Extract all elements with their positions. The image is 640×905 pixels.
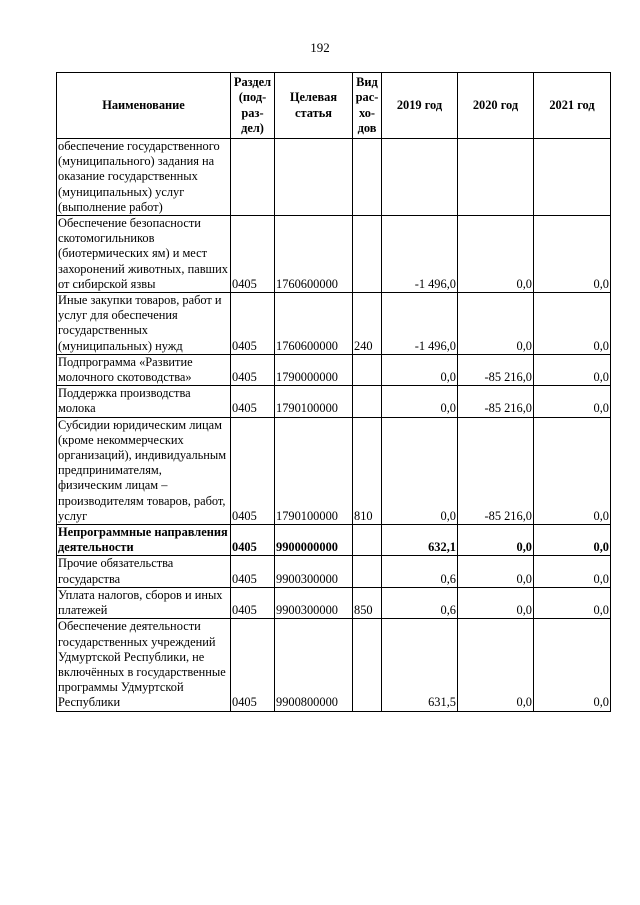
cell-target: 9900300000 <box>275 556 353 587</box>
cell-target: 1760600000 <box>275 216 353 293</box>
cell-expense-type <box>353 139 382 216</box>
cell-2021: 0,0 <box>534 619 611 711</box>
header-section: Раздел (под- раз- дел) <box>231 73 275 139</box>
cell-section: 0405 <box>231 619 275 711</box>
cell-2021: 0,0 <box>534 417 611 524</box>
table-row <box>57 525 611 556</box>
cell-name: Иные закупки товаров, работ и услуг для обеспечения государственных (муниципальных) нужд <box>57 293 231 355</box>
cell-expense-type <box>353 619 382 711</box>
cell-expense-type: 850 <box>353 587 382 618</box>
cell-expense-type <box>353 525 382 556</box>
cell-2019: 0,6 <box>382 556 458 587</box>
cell-2020: 0,0 <box>458 556 534 587</box>
cell-name: Поддержка производства молока <box>57 386 231 417</box>
cell-name: Обеспечение деятельности государственных учреждений Удмуртской Республики, не включённых в государственные программы Удмуртской Республики <box>57 619 231 711</box>
cell-target: 1760600000 <box>275 293 353 355</box>
table-row <box>57 386 611 417</box>
cell-name: Прочие обязательства государства <box>57 556 231 587</box>
cell-2019: -1 496,0 <box>382 293 458 355</box>
cell-2021: 0,0 <box>534 293 611 355</box>
cell-2019: 0,0 <box>382 354 458 385</box>
cell-2020: 0,0 <box>458 293 534 355</box>
cell-name: Подпрограмма «Развитие молочного скотоводства» <box>57 354 231 385</box>
table-row <box>57 293 611 355</box>
header-year-2021: 2021 год <box>534 73 611 139</box>
cell-name: обеспечение государственного (муниципального) задания на оказание государственных (муниципальных) услуг (выполнение работ) <box>57 139 231 216</box>
cell-2021: 0,0 <box>534 354 611 385</box>
table-row <box>57 556 611 587</box>
cell-expense-type: 810 <box>353 417 382 524</box>
cell-expense-type <box>353 216 382 293</box>
cell-target: 1790100000 <box>275 386 353 417</box>
table-row <box>57 417 611 524</box>
header-expense-type: Вид рас- хо- дов <box>353 73 382 139</box>
cell-2020: 0,0 <box>458 619 534 711</box>
cell-expense-type <box>353 354 382 385</box>
cell-2019: 0,0 <box>382 417 458 524</box>
cell-2019: 0,0 <box>382 386 458 417</box>
cell-2021: 0,0 <box>534 216 611 293</box>
cell-2020: 0,0 <box>458 587 534 618</box>
cell-2020: -85 216,0 <box>458 386 534 417</box>
header-name: Наименование <box>57 73 231 139</box>
table-row <box>57 216 611 293</box>
cell-2019: -1 496,0 <box>382 216 458 293</box>
cell-2020: -85 216,0 <box>458 354 534 385</box>
cell-section: 0405 <box>231 293 275 355</box>
table-row <box>57 619 611 711</box>
cell-name: Уплата налогов, сборов и иных платежей <box>57 587 231 618</box>
header-year-2019: 2019 год <box>382 73 458 139</box>
cell-target <box>275 139 353 216</box>
cell-section: 0405 <box>231 417 275 524</box>
cell-2021: 0,0 <box>534 587 611 618</box>
header-target: Целевая статья <box>275 73 353 139</box>
cell-2019: 0,6 <box>382 587 458 618</box>
cell-2021: 0,0 <box>534 556 611 587</box>
cell-section: 0405 <box>231 354 275 385</box>
cell-target: 9900000000 <box>275 525 353 556</box>
cell-2020: -85 216,0 <box>458 417 534 524</box>
cell-2020: 0,0 <box>458 525 534 556</box>
cell-section: 0405 <box>231 386 275 417</box>
cell-2020: 0,0 <box>458 216 534 293</box>
cell-name: Обеспечение безопасности скотомогильников (биотермических ям) и мест захоронений животных, павших от сибирской язвы <box>57 216 231 293</box>
cell-section: 0405 <box>231 525 275 556</box>
cell-name: Непрограммные направления деятельности <box>57 525 231 556</box>
cell-section: 0405 <box>231 587 275 618</box>
page-number: 192 <box>310 40 330 55</box>
budget-table <box>56 72 611 712</box>
table-row <box>57 354 611 385</box>
cell-target: 1790000000 <box>275 354 353 385</box>
cell-2021: 0,0 <box>534 386 611 417</box>
cell-2021: 0,0 <box>534 525 611 556</box>
cell-2019: 631,5 <box>382 619 458 711</box>
cell-expense-type <box>353 556 382 587</box>
cell-target: 9900300000 <box>275 587 353 618</box>
cell-2021 <box>534 139 611 216</box>
cell-2019 <box>382 139 458 216</box>
cell-expense-type <box>353 386 382 417</box>
cell-2019: 632,1 <box>382 525 458 556</box>
table-header-row <box>57 73 611 139</box>
table-body <box>57 139 611 712</box>
cell-section: 0405 <box>231 556 275 587</box>
cell-name: Субсидии юридическим лицам (кроме некоммерческих организаций), индивидуальным предпринимателям, физическим лицам – производителям товаров, работ, услуг <box>57 417 231 524</box>
table-row <box>57 587 611 618</box>
cell-2020 <box>458 139 534 216</box>
table-row <box>57 139 611 216</box>
cell-section <box>231 139 275 216</box>
cell-target: 9900800000 <box>275 619 353 711</box>
cell-expense-type: 240 <box>353 293 382 355</box>
cell-target: 1790100000 <box>275 417 353 524</box>
header-year-2020: 2020 год <box>458 73 534 139</box>
cell-section: 0405 <box>231 216 275 293</box>
